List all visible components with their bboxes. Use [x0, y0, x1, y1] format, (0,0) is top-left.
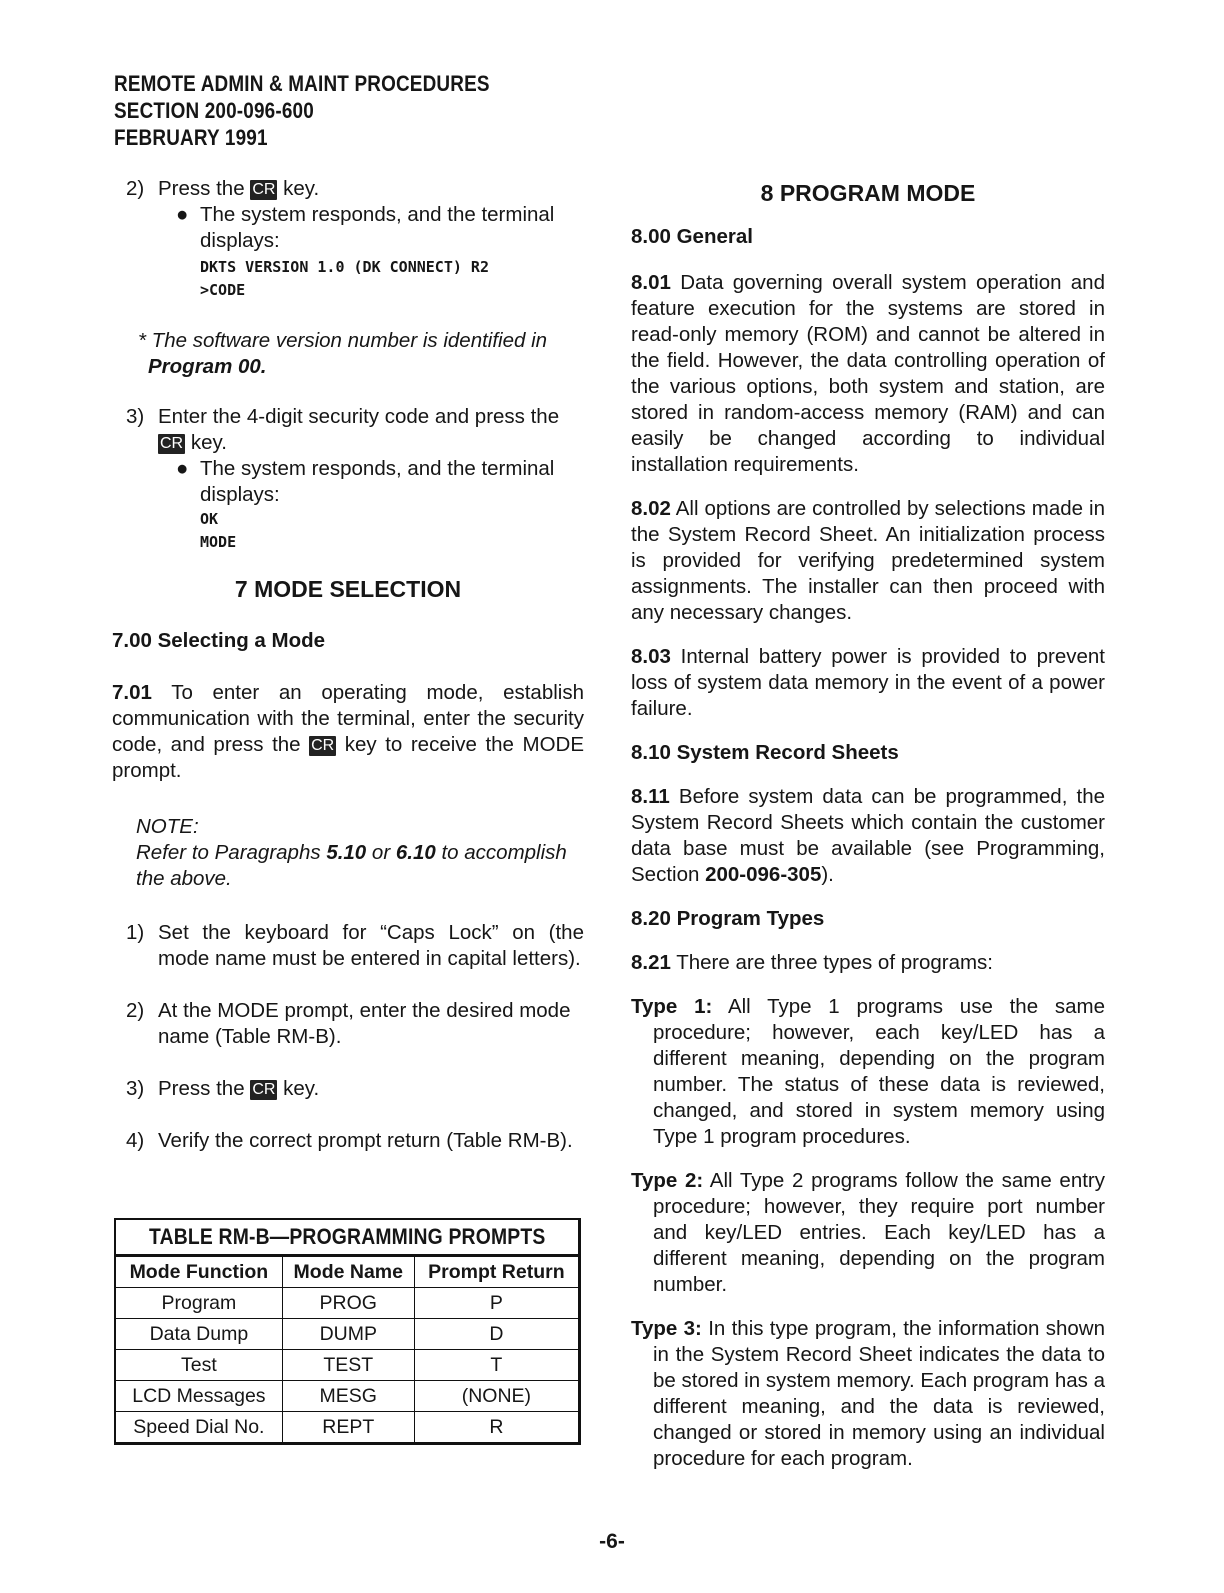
table-row [116, 1381, 578, 1412]
table-row [116, 1319, 578, 1350]
table-header: Mode Name [282, 1257, 414, 1288]
subsection-8-00: 8.00 General [631, 225, 753, 248]
subsection-8-10: 8.10 System Record Sheets [631, 741, 899, 764]
header-title: REMOTE ADMIN & MAINT PROCEDURES [114, 71, 490, 96]
display-line: MODE [200, 533, 237, 551]
paragraph-text: There are three types of programs: [676, 951, 993, 974]
paragraph-text: To enter an operating mode, establish communication with the terminal, enter the security code, and press the [112, 681, 584, 756]
step-2-press-cr [112, 176, 584, 202]
type-text: All Type 1 programs use the same procedure; however, each key/LED has a different meaning, depending on the program number. The status of these data is reviewed, changed, and stored in system memory using Type 1 program procedures. [653, 995, 1105, 1148]
display-line: DKTS VERSION 1.0 (DK CONNECT) R2 [200, 258, 489, 276]
step-1-caps-lock [112, 920, 584, 972]
step-number: 1) [126, 921, 145, 944]
step-text: Press the [158, 177, 245, 200]
cr-key-icon: CR [311, 737, 335, 754]
type-label: Type 1: [631, 995, 713, 1018]
type-2-description [631, 1168, 1105, 1298]
step-text: Verify the correct prompt return (Table RM-B). [158, 1129, 573, 1152]
table-row [116, 1350, 578, 1381]
type-text: In this type program, the information shown in the System Record Sheet indicates the data to be stored in system memory. Each program has a different meaning, and the data is reviewed, changed or stored in memory using an individual procedure for each program. [653, 1317, 1105, 1470]
table-cell: LCD Messages [116, 1381, 282, 1412]
terminal-display [112, 508, 584, 554]
bullet-icon: ● [176, 457, 189, 480]
paragraph-text: ). [821, 863, 834, 886]
table-row [116, 1412, 578, 1443]
note-label: NOTE: [136, 815, 199, 838]
table-header: Prompt Return [414, 1257, 578, 1288]
paragraph-text: Internal battery power is provided to prevent loss of system data memory in the event of a power failure. [631, 645, 1105, 720]
step-number: 3) [126, 405, 145, 428]
table-cell: R [414, 1412, 578, 1443]
paragraph-text: key to receive the MODE prompt. [112, 733, 584, 782]
section-8-title: 8 PROGRAM MODE [760, 180, 976, 206]
footnote-text: * The software version number is identified in [138, 329, 548, 352]
page-number: -6- [599, 1530, 625, 1553]
subsection-8-20: 8.20 Program Types [631, 907, 825, 930]
step-text: key. [283, 1077, 320, 1100]
step-number: 2) [126, 999, 145, 1022]
page-header [114, 70, 551, 151]
table-title-text: TABLE RM-B—PROGRAMMING PROMPTS [148, 1224, 546, 1249]
display-line: >CODE [200, 281, 246, 299]
table-cell: Program [116, 1288, 282, 1319]
left-column [112, 176, 584, 1445]
table-header-row [116, 1257, 578, 1288]
footnote-program: Program 00. [148, 355, 267, 378]
table-cell: Speed Dial No. [116, 1412, 282, 1443]
type-label: Type 2: [631, 1169, 704, 1192]
paragraph-8-03 [631, 644, 1105, 722]
type-text: All Type 2 programs follow the same entry procedure; however, they require port number and key/LED entries. Each key/LED has a different meaning, depending on the program number. [653, 1169, 1105, 1296]
paragraph-number: 8.01 [631, 271, 671, 294]
note-reference: 6.10 [395, 841, 436, 864]
section-reference: 200-096-305 [705, 863, 822, 886]
table-header: Mode Function [116, 1257, 282, 1288]
cr-key-icon: CR [252, 181, 276, 198]
note-text-part: or [371, 841, 391, 864]
subsection-7-00: 7.00 Selecting a Mode [112, 629, 326, 652]
cr-key-icon: CR [252, 1081, 276, 1098]
paragraph-8-11 [631, 784, 1105, 888]
table-cell: T [414, 1350, 578, 1381]
display-line: OK [200, 510, 219, 528]
step-text: Set the keyboard for “Caps Lock” on (the mode name must be entered in capital letters). [158, 921, 584, 970]
step-number: 3) [126, 1077, 145, 1100]
paragraph-8-02 [631, 496, 1105, 626]
note-reference: 5.10 [326, 841, 367, 864]
terminal-display [112, 256, 584, 302]
table-cell: Data Dump [116, 1319, 282, 1350]
type-3-description [631, 1316, 1105, 1472]
step-4-verify [112, 1128, 584, 1154]
step-3-press-cr [112, 1076, 584, 1102]
paragraph-text: Data governing overall system operation and feature execution for the systems are stored in read-only memory (ROM) and cannot be altered in the field. However, the data controlling operation of the various options, both system and station, are stored in random-access memory (RAM) and can easily be changed according to individual installation requirements. [631, 271, 1105, 476]
note-text-part: Refer to Paragraphs [136, 841, 321, 864]
paragraph-number: 8.21 [631, 951, 671, 974]
step-2-mode-name [112, 998, 584, 1050]
paragraph-text: All options are controlled by selections made in the System Record Sheet. An initialization process is provided for verifying predetermined system assignments. The installer can then proceed with any necessary changes. [631, 497, 1105, 624]
bullet-item [112, 456, 584, 508]
step-text: key. [283, 177, 320, 200]
bullet-text: The system responds, and the terminal displays: [200, 457, 555, 506]
table-cell: Test [116, 1350, 282, 1381]
table-cell: REPT [282, 1412, 414, 1443]
paragraph-text: Before system data can be programmed, the System Record Sheets which contain the customer data base must be available (see Programming, Section [631, 785, 1105, 886]
table-cell: P [414, 1288, 578, 1319]
step-number: 2) [126, 177, 145, 200]
table-cell: (NONE) [414, 1381, 578, 1412]
table-cell: D [414, 1319, 578, 1350]
step-3-security-code [112, 404, 584, 456]
programming-prompts-table [116, 1256, 578, 1442]
paragraph-number: 8.11 [631, 785, 670, 808]
step-number: 4) [126, 1129, 145, 1152]
paragraph-7-01 [112, 680, 584, 784]
bullet-text: The system responds, and the terminal displays: [200, 203, 555, 252]
type-label: Type 3: [631, 1317, 702, 1340]
step-text: key. [190, 431, 227, 454]
header-section: SECTION 200-096-600 [114, 98, 314, 123]
step-text: At the MODE prompt, enter the desired mode name (Table RM-B). [158, 999, 571, 1048]
paragraph-8-01 [631, 270, 1105, 478]
paragraph-8-21 [631, 950, 1105, 976]
table-cell: PROG [282, 1288, 414, 1319]
paragraph-number: 7.01 [112, 681, 152, 704]
note [112, 814, 584, 892]
note-text [136, 840, 584, 892]
table-title [116, 1220, 578, 1256]
footnote [112, 328, 584, 380]
step-text: Press the [158, 1077, 245, 1100]
section-7-title: 7 MODE SELECTION [234, 576, 462, 602]
table-cell: MESG [282, 1381, 414, 1412]
table-row [116, 1288, 578, 1319]
note-text-part: to accomplish the above. [136, 841, 567, 890]
paragraph-number: 8.02 [631, 497, 671, 520]
table-rm-b [114, 1218, 581, 1445]
header-date: FEBRUARY 1991 [114, 125, 268, 150]
cr-key-icon: CR [160, 435, 184, 452]
bullet-item [112, 202, 584, 254]
right-column [631, 176, 1105, 1472]
bullet-icon: ● [176, 203, 189, 226]
table-cell: DUMP [282, 1319, 414, 1350]
paragraph-number: 8.03 [631, 645, 671, 668]
type-1-description [631, 994, 1105, 1150]
table-cell: TEST [282, 1350, 414, 1381]
step-text: Enter the 4-digit security code and press the [158, 405, 560, 428]
